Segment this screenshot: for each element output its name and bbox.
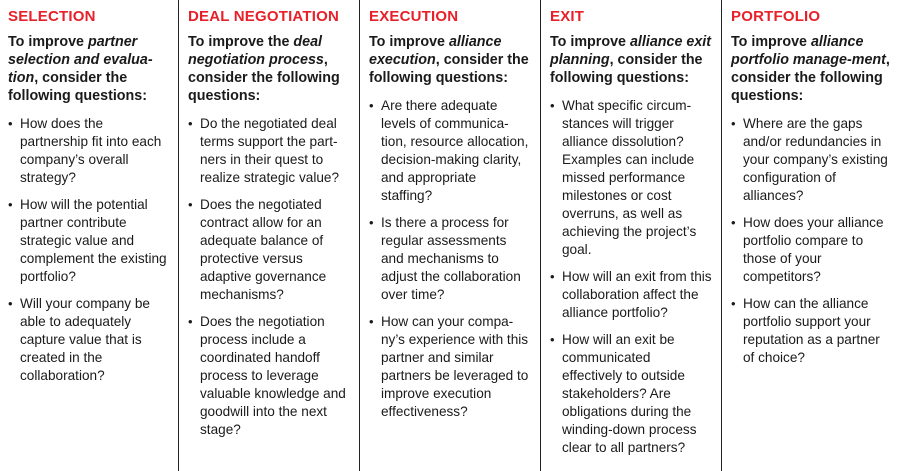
- bullet-icon: •: [188, 314, 193, 329]
- question-text: How will the potential partner contribute strategic value and complement the existing portfolio?: [20, 197, 167, 284]
- heading-text: , consider the following questions:: [550, 52, 703, 86]
- bullet-icon: •: [369, 215, 374, 230]
- heading-text: To improve: [550, 34, 630, 50]
- column-selection: [8, 0, 168, 471]
- question-text: How will an exit be communicated effectively to outside stakeholders? Are obligations during the winding-down process clear to all partners?: [562, 332, 697, 455]
- question-item: [369, 214, 531, 304]
- column-heading: [369, 33, 531, 87]
- column-divider: [178, 0, 179, 471]
- bullet-icon: •: [550, 332, 555, 347]
- heading-emphasis: alliance portfolio manage-ment: [731, 34, 886, 68]
- column-title: EXECUTION: [369, 8, 459, 25]
- bullet-icon: •: [188, 197, 193, 212]
- bullet-icon: •: [731, 116, 736, 131]
- question-text: Will your company be able to adequately capture value that is created in the collaboration?: [20, 296, 150, 383]
- question-list: [731, 115, 893, 367]
- question-text: How will an exit from this collaboration affect the alliance portfolio?: [562, 269, 712, 320]
- bullet-icon: •: [731, 215, 736, 230]
- heading-emphasis: deal negotiation process: [188, 34, 324, 68]
- question-item: [731, 214, 893, 286]
- heading-emphasis: partner selection and evalua-tion: [8, 34, 153, 86]
- question-text: Does the negotiated contract allow for an adequate balance of protective versus adaptive governance mechanisms?: [200, 197, 327, 302]
- question-item: [8, 295, 168, 385]
- question-list: [8, 115, 168, 385]
- column-heading: [731, 33, 893, 105]
- question-text: Does the negotiation process include a coordinated handoff process to leverage valuable knowledge and goodwill into the next stage?: [200, 314, 346, 437]
- question-text: How does the partnership fit into each company’s overall strategy?: [20, 116, 162, 185]
- question-item: [188, 196, 350, 304]
- question-item: [369, 97, 531, 205]
- column-portfolio: [731, 0, 893, 471]
- heading-emphasis: alliance execution: [369, 34, 502, 68]
- column-divider: [721, 0, 722, 471]
- bullet-icon: •: [369, 314, 374, 329]
- question-item: [188, 115, 350, 187]
- question-text: How can your compa-ny’s experience with this partner and similar partners be leveraged to improve execution effectiveness?: [381, 314, 529, 419]
- question-list: [188, 115, 350, 439]
- column-title: SELECTION: [8, 8, 96, 25]
- column-deal-negotiation: [188, 0, 350, 471]
- column-heading: [188, 33, 350, 105]
- question-item: [731, 115, 893, 205]
- heading-text: , consider the following questions:: [369, 52, 529, 86]
- question-text: Where are the gaps and/or redundancies in your company’s existing configuration of alliances?: [743, 116, 888, 203]
- bullet-icon: •: [8, 116, 13, 131]
- question-item: [550, 331, 712, 457]
- bullet-icon: •: [369, 98, 374, 113]
- question-text: Are there adequate levels of communica-tion, resource allocation, decision-making clarity, and appropriate staffing?: [381, 98, 529, 203]
- bullet-icon: •: [731, 296, 736, 311]
- heading-text: To improve: [8, 34, 88, 50]
- bullet-icon: •: [8, 197, 13, 212]
- question-item: [550, 97, 712, 259]
- column-exit: [550, 0, 712, 471]
- column-divider: [540, 0, 541, 471]
- question-list: [369, 97, 531, 421]
- question-item: [188, 313, 350, 439]
- bullet-icon: •: [8, 296, 13, 311]
- heading-text: , consider the following questions:: [188, 52, 340, 104]
- question-item: [369, 313, 531, 421]
- question-item: [8, 196, 168, 286]
- question-text: How does your alliance portfolio compare to those of your competitors?: [743, 215, 884, 284]
- question-item: [731, 295, 893, 367]
- column-title: EXIT: [550, 8, 585, 25]
- column-title: PORTFOLIO: [731, 8, 821, 25]
- heading-text: To improve the: [188, 34, 294, 50]
- question-item: [8, 115, 168, 187]
- column-heading: [8, 33, 168, 105]
- question-text: Do the negotiated deal terms support the part-ners in their quest to realize strategic value?: [200, 116, 340, 185]
- heading-text: To improve: [369, 34, 449, 50]
- column-execution: [369, 0, 531, 471]
- question-text: Is there a process for regular assessments and mechanisms to adjust the collaboration over time?: [381, 215, 521, 302]
- question-list: [550, 97, 712, 457]
- question-item: [550, 268, 712, 322]
- heading-text: To improve: [731, 34, 811, 50]
- column-heading: [550, 33, 712, 87]
- heading-text: , consider the following questions:: [8, 70, 147, 104]
- heading-text: , consider the following questions:: [731, 52, 890, 104]
- question-text: What specific circum-stances will trigger alliance dissolution? Examples can include missed performance milestones or cost overruns, as well as achieving the project’s goal.: [562, 98, 697, 257]
- heading-emphasis: alliance exit planning: [550, 34, 712, 68]
- bullet-icon: •: [550, 269, 555, 284]
- question-text: How can the alliance portfolio support your reputation as a partner of choice?: [743, 296, 880, 365]
- column-title: DEAL NEGOTIATION: [188, 8, 339, 25]
- bullet-icon: •: [550, 98, 555, 113]
- bullet-icon: •: [188, 116, 193, 131]
- column-divider: [359, 0, 360, 471]
